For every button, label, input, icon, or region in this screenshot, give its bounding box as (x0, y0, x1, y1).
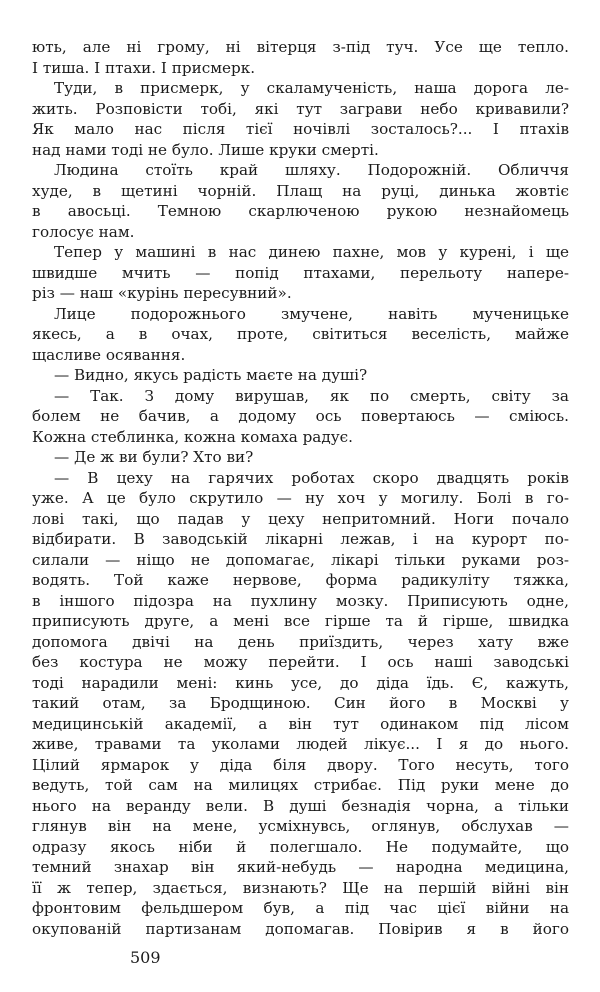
page-text (32, 37, 569, 939)
text-line: Кожна стеблинка, кожна комаха радує. (32, 427, 353, 446)
text-line: Людина стоїть край шляху. Подорожній. Обличчя (54, 161, 569, 179)
text-line: голосує нам. (32, 222, 135, 241)
text-line: приписують друге, а мені все гірше та й гірше, швидка (32, 612, 569, 630)
text-line: Туди, в присмерк, у скаламученість, наша дорога ле- (54, 79, 569, 97)
text-line: швидше мчить — попід птахами, перельоту напере- (32, 263, 569, 282)
text-line: жить. Розповісти тобі, які тут заграви небо кривавили? (32, 99, 569, 118)
text-line: худе, в щетині чорній. Плащ на руці, динька жовтіє (32, 181, 569, 200)
text-line: І тиша. І птахи. І присмерк. (32, 58, 256, 77)
text-line: допомога двічі на день приїздить, через хату вже (32, 632, 569, 651)
text-line: лові такі, що падав у цеху непритомний. Ноги почало (32, 509, 569, 528)
text-line: відбирати. В заводській лікарні лежав, і на курорт по- (32, 530, 569, 548)
text-line: над нами тоді не було. Лише круки смерті. (32, 140, 379, 159)
text-line: різ — наш «курінь пересувний». (32, 284, 292, 302)
text-line: окупованій партизанам допомагав. Повірив я в його (32, 919, 569, 938)
text-line: нього на веранду вели. В душі безнадія чорна, а тільки (32, 796, 569, 815)
text-line: уже. А це було скрутило — ну хоч у могилу. Болі в го- (32, 489, 569, 507)
page-number: 509 (130, 948, 161, 967)
text-line: її ж тепер, здається, визнають? Ще на першій війні він (32, 878, 569, 897)
text-line: Тепер у машині в нас динею пахне, мов у курені, і ще (54, 243, 569, 261)
text-line: Цілий ярмарок у діда біля двору. Того несуть, того (32, 755, 569, 774)
text-line: живе, травами та уколами людей лікує... І я до нього. (32, 735, 569, 753)
text-line: ють, але ні грому, ні вітерця з-під туч. Усе ще тепло. (32, 38, 569, 56)
text-line: такий отам, за Бродщиною. Син його в Москві у (32, 694, 569, 712)
text-line: фронтовим фельдшером був, а під час цієї війни на (32, 899, 569, 917)
text-line: щасливе осявання. (32, 345, 186, 364)
text-line: якесь, а в очах, проте, світиться веселість, майже (32, 325, 569, 343)
text-line: тоді нарадили мені: кинь усе, до діда їдь. Є, кажуть, (32, 673, 569, 692)
text-line: в авосьці. Темною скарлюченою рукою незнайомець (32, 202, 569, 220)
text-line: водять. Той каже нервове, форма радикуліту тяжка, (32, 571, 569, 589)
text-line: без костура не можу перейти. І ось наші заводські (32, 653, 569, 671)
text-line: одразу якось ніби й полегшало. Не подумайте, що (32, 837, 569, 856)
text-line: в іншого підозра на пухлину мозку. Приписують одне, (32, 591, 569, 610)
text-line: — Так. З дому вирушав, як по смерть, світу за (54, 386, 569, 405)
text-line: глянув він на мене, усміхнувсь, оглянув, обслухав — (32, 817, 569, 835)
text-line: болем не бачив, а додому ось повертаюсь — сміюсь. (32, 407, 569, 425)
text-line: медицинській академії, а він тут одинаком під лісом (32, 714, 569, 733)
text-line: ведуть, той сам на милицях стрибає. Під руки мене до (32, 776, 569, 794)
text-line: — В цеху на гарячих роботах скоро двадцять років (54, 468, 569, 487)
text-line: — Де ж ви були? Хто ви? (54, 448, 254, 466)
text-line: Як мало нас після тієї ночівлі зосталось?... І птахів (32, 120, 569, 138)
text-line: — Видно, якусь радість маєте на душі? (54, 366, 368, 384)
text-line: темний знахар він який-небудь — народна медицина, (32, 858, 569, 876)
text-line: силали — ніщо не допомагає, лікарі тільки руками роз- (32, 550, 569, 569)
text-line: Лице подорожнього змучене, навіть мученицьке (54, 304, 569, 323)
